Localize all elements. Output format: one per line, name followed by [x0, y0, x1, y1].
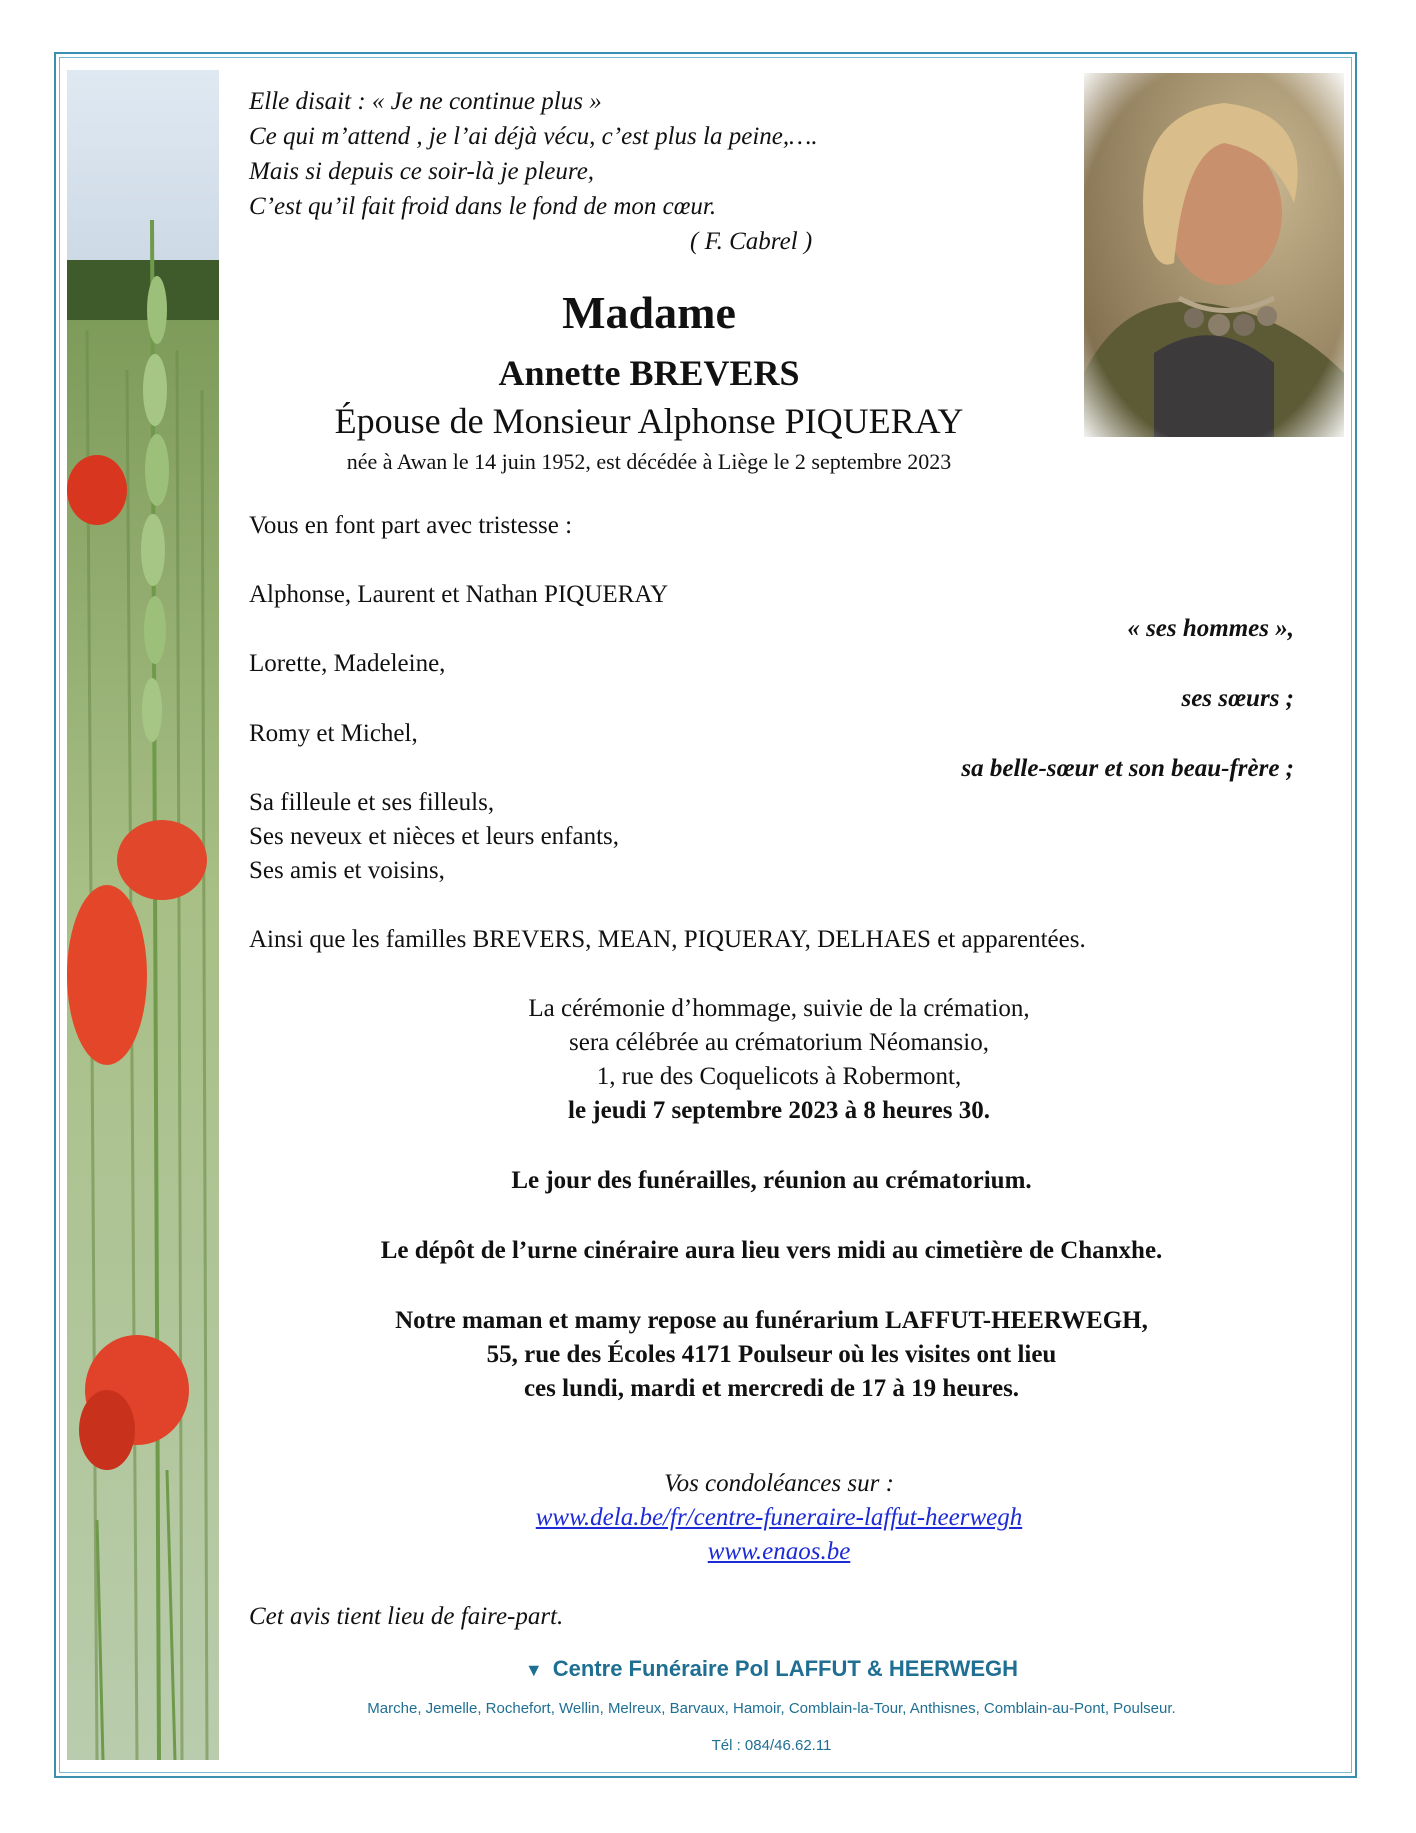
others-line: Ses neveux et nièces et leurs enfants, [249, 823, 620, 850]
deceased-dates: née à Awan le 14 juin 1952, est décédée à Liège le 2 septembre 2023 [346, 449, 952, 474]
others-line: Ses amis et voisins, [249, 857, 445, 884]
poppy-field-image [67, 70, 219, 1760]
poem-line: Elle disait : « Je ne continue plus » [249, 88, 602, 115]
closing-note: Cet avis tient lieu de faire-part. [249, 1603, 564, 1630]
ceremony-line: sera célébrée au crématorium Néomansio, [569, 1029, 989, 1056]
families-line: Ainsi que les familles BREVERS, MEAN, PIQUERAY, DELHAES et apparentées. [249, 926, 1086, 953]
portrait-photo [1084, 73, 1344, 437]
family-relation: « ses hommes », [1127, 615, 1294, 642]
funeral-home-header [249, 1656, 1294, 1682]
urn-note: Le dépôt de l’urne cinéraire aura lieu vers midi au cimetière de Chanxhe. [380, 1237, 1163, 1264]
family-names: Alphonse, Laurent et Nathan PIQUERAY [249, 581, 669, 608]
poem-line: Ce qui m’attend , je l’ai déjà vécu, c’est plus la peine,…. [249, 123, 818, 150]
triangle-down-icon: ▼ [524, 1660, 543, 1680]
ceremony-line: 1, rue des Coquelicots à Robermont, [596, 1063, 962, 1090]
poem-author: ( F. Cabrel ) [690, 228, 813, 255]
family-names: Lorette, Madeleine, [249, 650, 446, 677]
others-line: Sa filleule et ses filleuls, [249, 789, 495, 816]
family-relation: sa belle-sœur et son beau-frère ; [961, 755, 1294, 782]
funeral-home-phone: Tél : 084/46.62.11 [711, 1737, 832, 1754]
poem-line: C’est qu’il fait froid dans le fond de mon cœur. [249, 193, 717, 220]
visit-line: Notre maman et mamy repose au funérarium LAFFUT-HEERWEGH, [395, 1307, 1148, 1334]
condolences-link[interactable]: www.dela.be/fr/centre-funeraire-laffut-heerwegh [535, 1504, 1023, 1531]
condolences-label: Vos condoléances sur : [664, 1470, 894, 1497]
meeting-note: Le jour des funérailles, réunion au crématorium. [511, 1167, 1032, 1194]
visit-line: ces lundi, mardi et mercredi de 17 à 19 heures. [523, 1375, 1020, 1402]
funeral-home-name: Centre Funéraire Pol LAFFUT & HEERWEGH [552, 1656, 1019, 1681]
deceased-title: Madame [562, 287, 736, 338]
deceased-name: Annette BREVERS [498, 353, 800, 393]
funeral-home-locations: Marche, Jemelle, Rochefort, Wellin, Melreux, Barvaux, Hamoir, Comblain-la-Tour, Anthisnes, Comblain-au-Pont, Poulseur. [367, 1700, 1176, 1717]
ceremony-date: le jeudi 7 septembre 2023 à 8 heures 30. [568, 1097, 990, 1124]
condolences-link[interactable]: www.enaos.be [707, 1538, 851, 1565]
poem-line: Mais si depuis ce soir-là je pleure, [249, 158, 595, 185]
family-relation: ses sœurs ; [1181, 685, 1294, 712]
visit-line: 55, rue des Écoles 4171 Poulseur où les visites ont lieu [486, 1341, 1057, 1368]
family-names: Romy et Michel, [249, 720, 418, 747]
announce-intro: Vous en font part avec tristesse : [249, 512, 573, 539]
ceremony-line: La cérémonie d’hommage, suivie de la crémation, [528, 995, 1030, 1022]
deceased-spouse: Épouse de Monsieur Alphonse PIQUERAY [334, 401, 964, 441]
